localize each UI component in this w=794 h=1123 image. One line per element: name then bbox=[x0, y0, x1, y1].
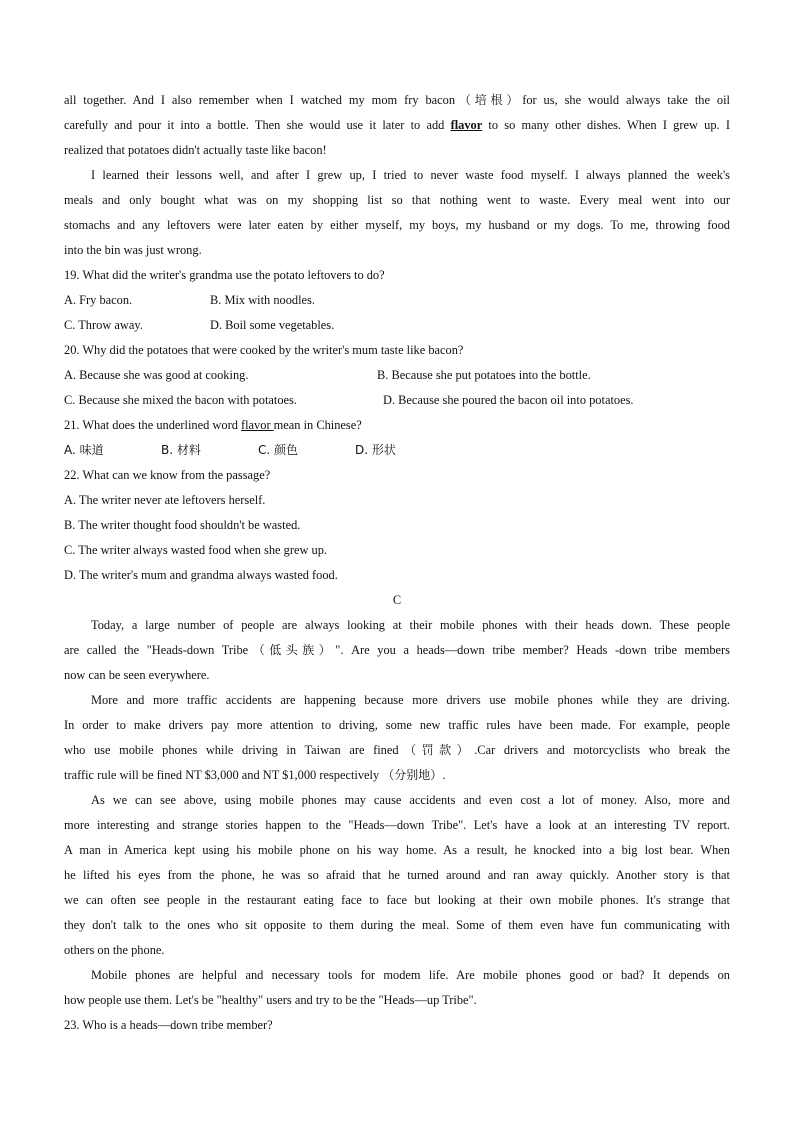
question-stem: 22. What can we know from the passage? bbox=[64, 468, 271, 482]
underlined-word-flavor: flavor bbox=[450, 118, 483, 132]
text-line: all together. And I also remember when I watched my mom fry bacon（培根）for us, she would always take the oil bbox=[64, 93, 730, 107]
text-line: he lifted his eyes from the phone, he was so afraid that he turned around and ran away quickly. Another story is that bbox=[64, 868, 730, 882]
text-line: into the bin was just wrong. bbox=[64, 243, 202, 257]
text-line: Today, a large number of people are always looking at their mobile phones with their heads down. These people bbox=[91, 618, 730, 632]
text-line: others on the phone. bbox=[64, 943, 165, 957]
option-d: D. 形状 bbox=[355, 443, 396, 457]
section-heading: C bbox=[392, 593, 402, 607]
question-stem: 21. What does the underlined word flavor mean in Chinese? bbox=[64, 418, 362, 432]
text-line: traffic rule will be fined NT $3,000 and NT $1,000 respectively （分别地）. bbox=[64, 768, 446, 782]
text-line: we can often see people in the restaurant eating face to face but looking at their own mobile phones. It's strange that bbox=[64, 893, 730, 907]
option-c: C. 颜色 bbox=[258, 443, 299, 457]
option-c: C. The writer always wasted food when she grew up. bbox=[64, 543, 328, 557]
text-line: I learned their lessons well, and after I grew up, I tried to never waste food myself. I always planned the week's bbox=[91, 168, 730, 182]
option-a: A. Fry bacon. bbox=[64, 293, 133, 307]
option-d: D. Because she poured the bacon oil into potatoes. bbox=[383, 393, 634, 407]
option-c: C. Throw away. bbox=[64, 318, 143, 332]
option-b: B. The writer thought food shouldn't be wasted. bbox=[64, 518, 301, 532]
underlined-word-flavor: flavor bbox=[240, 418, 274, 432]
text-line: now can be seen everywhere. bbox=[64, 668, 210, 682]
option-c: C. Because she mixed the bacon with potatoes. bbox=[64, 393, 297, 407]
text-line: are called the "Heads-down Tribe（低头族）". Are you a heads—down tribe member? Heads -down tribe members bbox=[64, 643, 730, 657]
text-line: Mobile phones are helpful and necessary tools for modem life. Are mobile phones good or bad? It depends on bbox=[91, 968, 730, 982]
option-b: B. 材料 bbox=[161, 443, 201, 457]
text-line: More and more traffic accidents are happening because more drivers use mobile phones while they are driving. bbox=[91, 693, 730, 707]
option-a: A. 味道 bbox=[64, 443, 104, 457]
text-line: who use mobile phones while driving in Taiwan are fined（罚款）.Car drivers and motorcyclists who break the bbox=[64, 743, 730, 757]
option-a: A. The writer never ate leftovers herself. bbox=[64, 493, 266, 507]
text-line: how people use them. Let's be "healthy" users and try to be the "Heads—up Tribe". bbox=[64, 993, 477, 1007]
text-line: they don't talk to the ones who sit opposite to them during the meal. Some of them even have fun communicating with bbox=[64, 918, 730, 932]
text-line: As we can see above, using mobile phones may cause accidents and even cost a lot of money. Also, more and bbox=[91, 793, 730, 807]
text-line: A man in America kept using his mobile phone on his way home. As a result, he knocked into a big lost bear. When bbox=[64, 843, 730, 857]
text-line: stomachs and any leftovers were later eaten by either myself, my boys, my husband or my dogs. To me, throwing food bbox=[64, 218, 730, 232]
question-stem: 19. What did the writer's grandma use the potato leftovers to do? bbox=[64, 268, 385, 282]
text-line: In order to make drivers pay more attention to driving, some new traffic rules have been made. For example, people bbox=[64, 718, 730, 732]
option-d: D. Boil some vegetables. bbox=[210, 318, 335, 332]
question-stem: 23. Who is a heads—down tribe member? bbox=[64, 1018, 273, 1032]
option-d: D. The writer's mum and grandma always wasted food. bbox=[64, 568, 338, 582]
text-line: realized that potatoes didn't actually taste like bacon! bbox=[64, 143, 327, 157]
text-line: more interesting and strange stories happen to the "Heads—down Tribe". Let's have a look at an interesting TV report. bbox=[64, 818, 730, 832]
option-b: B. Mix with noodles. bbox=[210, 293, 315, 307]
question-stem: 20. Why did the potatoes that were cooked by the writer's mum taste like bacon? bbox=[64, 343, 464, 357]
text-line: meals and only bought what was on my shopping list so that nothing went to waste. Every meal went into our bbox=[64, 193, 730, 207]
text-line: carefully and pour it into a bottle. Then she would use it later to add flavor to so many other dishes. When I grew up. I bbox=[64, 118, 730, 132]
option-a: A. Because she was good at cooking. bbox=[64, 368, 249, 382]
option-b: B. Because she put potatoes into the bottle. bbox=[377, 368, 591, 382]
